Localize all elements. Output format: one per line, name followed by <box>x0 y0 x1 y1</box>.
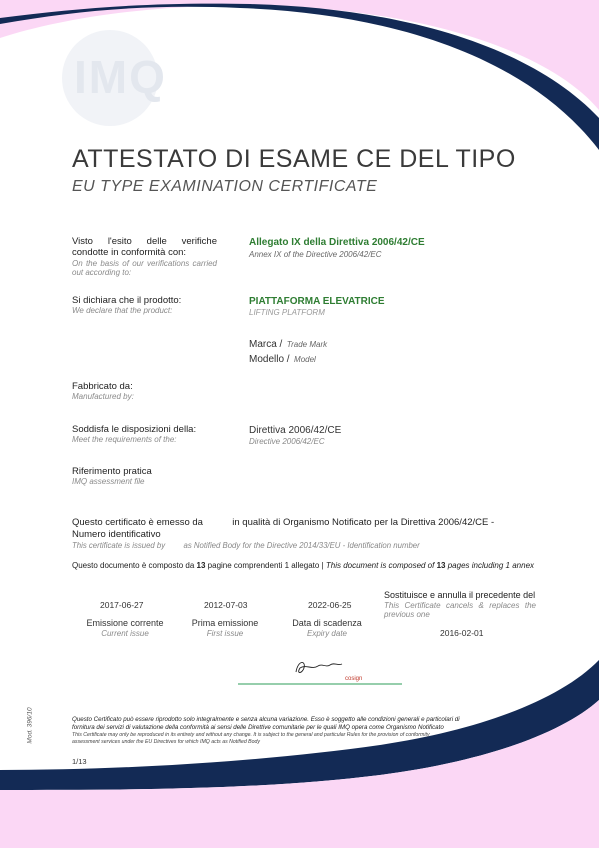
issued-text-a: Questo certificato è emesso da <box>72 517 203 528</box>
issued-en-a: This certificate is issued by <box>72 541 166 550</box>
model-row <box>249 349 316 367</box>
pages-en-count: 13 <box>436 561 446 570</box>
current-issue-label: Emissione corrente <box>86 618 164 628</box>
model-label: Modello / <box>249 354 290 365</box>
issued-line-1 <box>72 517 494 528</box>
manufacturer-label: Fabbricato da: <box>72 381 133 392</box>
requirements-value: Direttiva 2006/42/CE <box>249 425 342 436</box>
pages-line <box>72 561 534 571</box>
manufacturer-label-en: Manufactured by: <box>72 392 134 401</box>
pages-it-count: 13 <box>196 561 206 570</box>
current-issue-date: 2017-06-27 <box>100 600 144 610</box>
issued-en-b: as Notified Body for the Directive 2014/33/EU - Identification number <box>183 541 420 550</box>
issued-line-en <box>72 541 420 550</box>
basis-label-en: On the basis of our verifications carried out according to: <box>72 259 217 277</box>
cosign-label: cosign <box>345 676 363 682</box>
requirements-label: Soddisfa le disposizioni della: <box>72 424 197 435</box>
trade-mark-label: Marca / <box>249 339 283 350</box>
pages-it-b: pagine comprendenti 1 allegato <box>207 561 320 570</box>
pages-it-a: Questo documento è composto da <box>72 561 195 570</box>
first-issue-date: 2012-07-03 <box>204 600 248 610</box>
expiry-label: Data di scadenza <box>292 618 362 628</box>
certificate-subtitle: EU TYPE EXAMINATION CERTIFICATE <box>72 178 378 195</box>
certificate-title: ATTESTATO DI ESAME CE DEL TIPO <box>72 145 516 173</box>
product-label-en: We declare that the product: <box>72 306 173 315</box>
expiry-label-en: Expiry date <box>306 629 348 638</box>
product-label: Si dichiara che il prodotto: <box>72 295 182 306</box>
pages-en-b: pages including 1 annex <box>447 561 535 570</box>
replaces-label-en: This Certificate cancels & replaces the previous one <box>384 601 536 619</box>
requirements-label-en: Meet the requirements of the: <box>72 435 177 444</box>
pages-en-a: This document is composed of <box>325 561 435 570</box>
imq-watermark-logo: IMQ <box>74 51 167 103</box>
expiry-date: 2022-06-25 <box>308 600 352 610</box>
basis-value-en: Annex IX of the Directive 2006/42/EC <box>249 250 382 259</box>
basis-value: Allegato IX della Direttiva 2006/42/CE <box>249 237 425 248</box>
pages-separator: | <box>321 561 324 570</box>
first-issue-label-en: First issue <box>206 629 244 638</box>
requirements-value-en: Directive 2006/42/EC <box>249 437 325 446</box>
product-value-en: LIFTING PLATFORM <box>249 308 325 317</box>
first-issue-label: Prima emissione <box>191 618 259 628</box>
reference-label-en: IMQ assessment file <box>72 477 145 486</box>
current-issue-label-en: Current issue <box>101 629 149 638</box>
footer-disclaimer-en: This Certificate may only be reproduced in its entirety and without any change. It is subject to the general and particular Rules for the provision of conformity assessment services under the EU Directives for which IMQ acts as Notified Body <box>72 732 430 745</box>
trade-mark-label-en: Trade Mark <box>286 340 328 349</box>
issued-text-b: in qualità di Organismo Notificato per la Direttiva 2006/42/CE - <box>232 517 495 528</box>
replaces-label: Sostituisce e annulla il precedente del <box>384 590 536 600</box>
basis-label: Visto l'esito delle verifiche condotte in conformità con: <box>72 236 217 258</box>
signature <box>296 660 333 669</box>
form-code: Mod. 396/10 <box>26 707 34 744</box>
issued-line-2: Numero identificativo <box>72 529 161 540</box>
page-number: 1/13 <box>72 757 87 766</box>
footer-disclaimer-it: Questo Certificato può essere riprodotto solo integralmente e senza alcuna variazione. Esso è soggetto alle condizioni generali e particolari di fornitura dei servizi di valutazione della conformità ai sensi delle Direttive comunitarie per le quali IMQ opera come Organismo Notificato <box>72 716 460 731</box>
replaces-date: 2016-02-01 <box>440 628 484 638</box>
product-value: PIATTAFORMA ELEVATRICE <box>249 296 385 307</box>
reference-label: Riferimento pratica <box>72 466 152 477</box>
model-label-en: Model <box>294 355 316 364</box>
